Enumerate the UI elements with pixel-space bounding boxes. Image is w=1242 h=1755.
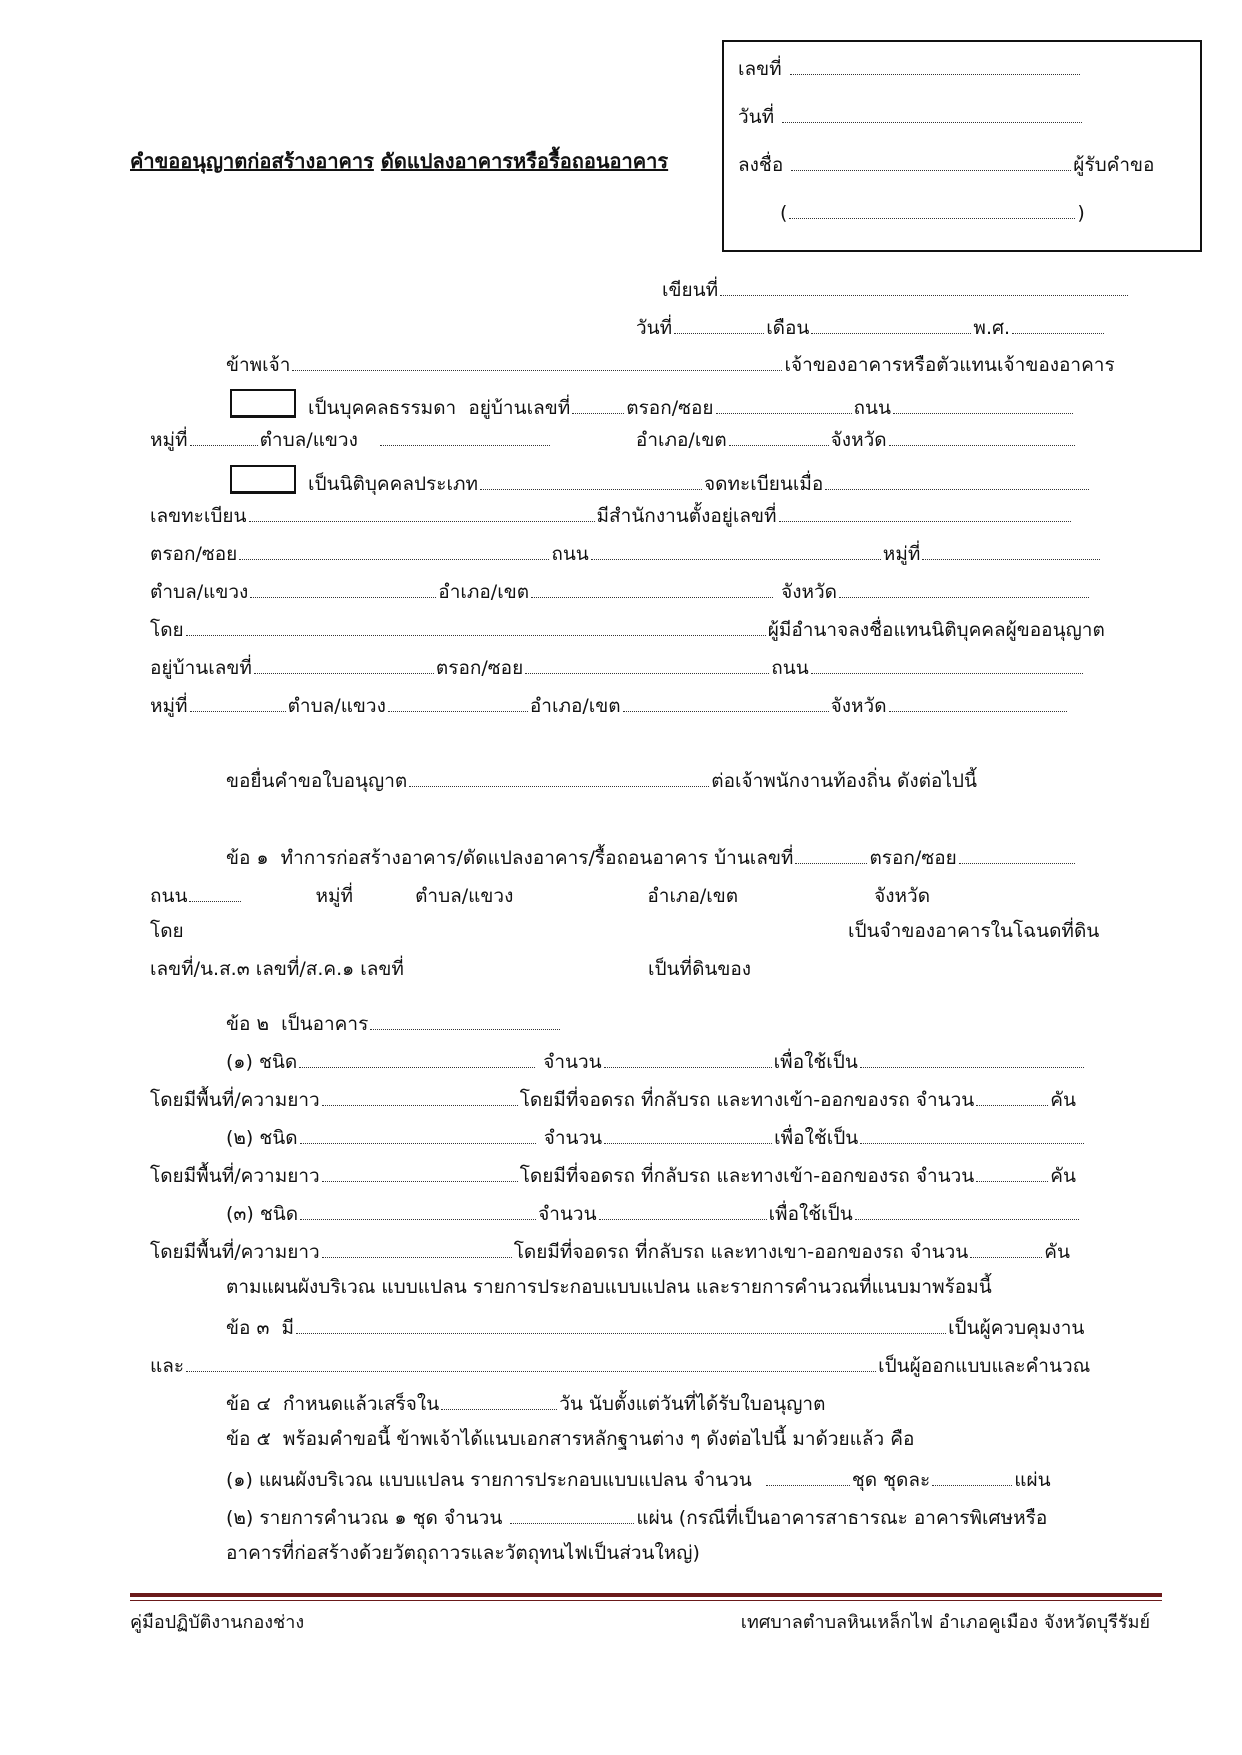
footer-left: คู่มือปฏิบัติงานกองช่าง <box>130 1612 305 1633</box>
item3-use-field[interactable] <box>855 1201 1079 1220</box>
clause2-item2-row <box>226 1125 1086 1150</box>
item3-no: (๓) <box>226 1203 254 1225</box>
auth-road-field[interactable] <box>811 655 1083 674</box>
clause1-moo-label: หมู่ที่ <box>315 885 354 907</box>
soi-label: ตรอก/ซอย <box>626 397 714 419</box>
clause5-item2-no: (๒) <box>226 1507 254 1529</box>
request-row <box>226 768 977 793</box>
juristic-label: เป็นนิติบุคคลประเภท <box>308 473 479 495</box>
building-type-field[interactable] <box>370 1011 560 1030</box>
clause1-province-label: จังหวัด <box>874 885 931 907</box>
clause4-text: กำหนดแล้วเสร็จใน <box>282 1393 440 1415</box>
item1-area-field[interactable] <box>322 1087 518 1106</box>
soi-field[interactable] <box>716 395 852 414</box>
auth-soi-field[interactable] <box>525 655 769 674</box>
clause2-label: ข้อ ๒ <box>226 1013 269 1035</box>
clause2-item3-area-row <box>150 1239 1070 1264</box>
moo-field[interactable] <box>190 427 258 446</box>
clause1-row-3 <box>150 921 184 943</box>
clause1-label: ข้อ ๑ <box>226 847 269 869</box>
clause5-row <box>226 1429 914 1451</box>
submit-label: ขอยื่นคำขอใบอนุญาต <box>226 770 408 792</box>
clause1-soi-field[interactable] <box>959 845 1075 864</box>
house-no-field[interactable] <box>572 395 624 414</box>
clause1-row-2 <box>150 883 930 908</box>
plan-sets-field[interactable] <box>766 1467 850 1486</box>
owner-label: เจ้าของอาคารหรือตัวแทนเจ้าของอาคาร <box>784 354 1115 376</box>
office-soi-label: ตรอก/ซอย <box>150 543 238 565</box>
title-part2: ดัดแปลงอาคารหรือรื้อถอนอาคาร <box>380 149 669 173</box>
clause1-land-of <box>648 959 751 981</box>
to-officer-label: ต่อเจ้าพนักงานท้องถิ่น ดังต่อไปนี้ <box>711 770 977 792</box>
stamp-sign-label: ลงชื่อ <box>738 154 784 176</box>
authorized-addr-row-2 <box>150 693 1069 718</box>
clause4-row <box>226 1391 825 1416</box>
clause1-house-no-field[interactable] <box>795 845 867 864</box>
clause1-tambon-label: ตำบล/แขวง <box>415 885 514 907</box>
authorized-name-field[interactable] <box>186 617 766 636</box>
stamp-receiver-label: ผู้รับคำขอ <box>1073 154 1155 176</box>
auth-soi-label: ตรอก/ซอย <box>435 657 524 679</box>
item3-unit: คัน <box>1044 1241 1070 1263</box>
item3-parking-field[interactable] <box>970 1239 1042 1258</box>
applicant-row <box>226 352 1115 377</box>
juristic-checkbox[interactable] <box>230 465 296 494</box>
applicant-name-field[interactable] <box>292 352 782 371</box>
clause5-item1-row <box>226 1467 1051 1492</box>
written-at-row <box>662 277 1130 302</box>
amphoe-label: อำเภอ/เขต <box>635 429 727 451</box>
item1-parking-field[interactable] <box>976 1087 1048 1106</box>
designer-field[interactable] <box>186 1353 876 1372</box>
item2-parking-label: โดยมีที่จอดรถ ที่กลับรถ และทางเข้า-ออกของรถ จำนวน <box>519 1165 975 1187</box>
item3-area-field[interactable] <box>322 1239 512 1258</box>
office-province-field[interactable] <box>839 579 1089 598</box>
item1-no: (๑) <box>226 1051 253 1073</box>
address-row-1 <box>150 427 1077 452</box>
clause1-road-field[interactable] <box>189 883 241 902</box>
plan-sheets-field[interactable] <box>932 1467 1012 1486</box>
date-month-field[interactable] <box>811 315 971 334</box>
item2-count-label: จำนวน <box>543 1127 603 1149</box>
natural-person-label: เป็นบุคคลธรรมดา <box>308 397 457 419</box>
stamp-sign-field[interactable] <box>791 152 1071 171</box>
clause2-item2-area-row <box>150 1163 1076 1188</box>
land-of-label: เป็นที่ดินของ <box>648 958 752 980</box>
province-label: จังหวัด <box>830 429 887 451</box>
natural-person-row <box>230 389 1075 420</box>
authorized-row <box>150 617 1105 642</box>
item2-use-field[interactable] <box>860 1125 1084 1144</box>
item3-count-label: จำนวน <box>538 1203 597 1225</box>
stamp-name-row <box>780 200 1085 225</box>
juristic-row <box>230 465 1091 496</box>
stamp-date-row <box>738 104 1084 129</box>
item2-use-label: เพื่อใช้เป็น <box>774 1127 859 1149</box>
province-field[interactable] <box>889 427 1075 446</box>
title-part1: คำขออนุญาตก่อสร้างอาคาร <box>130 149 374 173</box>
footer-rule-thick <box>130 1593 1162 1597</box>
date-year-field[interactable] <box>1012 315 1104 334</box>
office-soi-field[interactable] <box>239 541 549 560</box>
license-type-field[interactable] <box>409 768 709 787</box>
year-label: พ.ศ. <box>973 317 1011 339</box>
clause1-row-4 <box>150 959 404 981</box>
office-amphoe-label: อำเภอ/เขต <box>438 581 530 603</box>
office-row-2 <box>150 579 1091 604</box>
clause1-road-label: ถนน <box>150 885 188 907</box>
tambon-field[interactable] <box>380 427 550 446</box>
item2-no: (๒) <box>226 1127 254 1149</box>
item1-type-label: ชนิด <box>258 1051 298 1073</box>
stamp-name-field[interactable] <box>789 200 1075 219</box>
auth-moo-field[interactable] <box>190 693 286 712</box>
deed-nos-label: เลขที่/น.ส.๓ เลขที่/ส.ค.๑ เลขที่ <box>150 958 404 980</box>
clause5-item1-set: ชุด ชุดละ <box>851 1469 931 1491</box>
item3-type-field[interactable] <box>300 1201 536 1220</box>
item2-type-label: ชนิด <box>259 1127 298 1149</box>
clause1-amphoe-label: อำเภอ/เขต <box>647 885 739 907</box>
reg-no-label: เลขทะเบียน <box>150 505 247 527</box>
footer-rule-thin <box>130 1600 1162 1601</box>
office-road-field[interactable] <box>591 541 881 560</box>
stamp-number-row <box>738 56 1082 81</box>
stamp-number-field[interactable] <box>790 56 1080 75</box>
clause5-item2-text: รายการคำนวณ ๑ ชุด จำนวน <box>259 1507 503 1529</box>
item2-count-field[interactable] <box>604 1125 772 1144</box>
moo-label: หมู่ที่ <box>150 429 188 451</box>
item1-use-label: เพื่อใช้เป็น <box>773 1051 858 1073</box>
paren-open: ( <box>780 202 788 224</box>
clause2-item1-area-row <box>150 1087 1076 1112</box>
form-title <box>130 150 668 173</box>
auth-province-field[interactable] <box>889 693 1067 712</box>
office-no-field[interactable] <box>779 503 1071 522</box>
natural-person-checkbox[interactable] <box>230 389 296 418</box>
clause1-row-1 <box>226 845 1077 870</box>
month-label: เดือน <box>766 317 810 339</box>
auth-amphoe-field[interactable] <box>623 693 829 712</box>
registered-on-field[interactable] <box>825 471 1089 490</box>
plans-text: ตามแผนผังบริเวณ แบบแปลน รายการประกอบแบบแปลน และรายการคำนวณที่แนบมาพร้อมนี้ <box>226 1276 992 1298</box>
auth-road-label: ถนน <box>771 657 809 679</box>
item3-use-label: เพื่อใช้เป็น <box>768 1203 853 1225</box>
clause3-label: ข้อ ๓ <box>226 1317 270 1339</box>
stamp-number-label: เลขที่ <box>738 58 782 80</box>
clause5-item2-cont-text: อาคารที่ก่อสร้างด้วยวัตถุถาวรและวัตถุทนไฟเป็นส่วนใหญ่) <box>226 1542 700 1564</box>
reg-row <box>150 503 1073 528</box>
office-row-1 <box>150 541 1102 566</box>
clause5-item1-text: แผนผังบริเวณ แบบแปลน รายการประกอบแบบแปลน จำนวน <box>258 1469 752 1491</box>
clause1-owner-deed <box>848 921 1099 943</box>
auth-house-no-label: อยู่บ้านเลขที่ <box>150 657 252 679</box>
paren-close: ) <box>1077 202 1085 224</box>
clause4-days: วัน นับตั้งแต่วันที่ได้รับใบอนุญาต <box>559 1393 826 1415</box>
authorized-addr-row-1 <box>150 655 1085 680</box>
clause5-item1-sheet: แผ่น <box>1014 1469 1051 1491</box>
clause5-item2-sheet: แผ่น (กรณีที่เป็นอาคารสาธารณะ อาคารพิเศษหรือ <box>636 1507 1048 1529</box>
is-building-label: เป็นอาคาร <box>281 1013 369 1035</box>
clause3-has: มี <box>281 1317 295 1339</box>
clause2-item3-row <box>226 1201 1081 1226</box>
amphoe-field[interactable] <box>729 427 829 446</box>
owner-deed-label: เป็นจำของอาคารในโฉนดที่ดิน <box>848 920 1100 942</box>
reg-no-field[interactable] <box>249 503 595 522</box>
item2-unit: คัน <box>1050 1165 1076 1187</box>
office-tambon-label: ตำบล/แขวง <box>150 581 249 603</box>
office-moo-label: หมู่ที่ <box>882 543 921 565</box>
office-province-label: จังหวัด <box>781 581 838 603</box>
clause1-by-label: โดย <box>150 920 184 942</box>
clause5-text: พร้อมคำขอนี้ ข้าพเจ้าได้แนบเอกสารหลักฐานต่าง ๆ ดังต่อไปนี้ มาด้วยแล้ว คือ <box>282 1428 915 1450</box>
item2-area-field[interactable] <box>322 1163 518 1182</box>
clause1-soi-label: ตรอก/ซอย <box>869 847 957 869</box>
clause3-row-2 <box>150 1353 1090 1378</box>
clause5-label: ข้อ ๕ <box>226 1428 271 1450</box>
item1-parking-label: โดยมีที่จอดรถ ที่กลับรถ และทางเข้า-ออกของรถ จำนวน <box>519 1089 975 1111</box>
item3-parking-label: โดยมีที่จอดรถ ที่กลับรถ และทางเขา-ออกของรถ จำนวน <box>513 1241 969 1263</box>
road-field[interactable] <box>893 395 1073 414</box>
calc-sheets-field[interactable] <box>510 1505 634 1524</box>
auth-moo-label: หมู่ที่ <box>150 695 188 717</box>
written-at-label: เขียนที่ <box>662 279 719 301</box>
item1-use-field[interactable] <box>860 1049 1084 1068</box>
stamp-sign-row <box>738 152 1154 177</box>
office-moo-field[interactable] <box>922 541 1100 560</box>
house-no-label: อยู่บ้านเลขที่ <box>468 397 571 419</box>
auth-province-label: จังหวัด <box>830 695 887 717</box>
item3-area-label: โดยมีพื้นที่/ความยาว <box>150 1241 320 1263</box>
item1-count-field[interactable] <box>604 1049 772 1068</box>
item1-count-label: จำนวน <box>543 1051 602 1073</box>
supervisor-field[interactable] <box>296 1315 946 1334</box>
designer-label: เป็นผู้ออกแบบและคำนวณ <box>878 1355 1091 1377</box>
office-amphoe-field[interactable] <box>531 579 773 598</box>
date-row <box>636 315 1106 340</box>
applicant-label: ข้าพเจ้า <box>226 354 291 376</box>
by-label: โดย <box>150 619 184 641</box>
footer-right: เทศบาลตำบลหินเหล็กไฟ อำเภอคูเมือง จังหวัดบุรีรัมย์ <box>740 1612 1150 1633</box>
item3-type-label: ชนิด <box>259 1203 299 1225</box>
road-label: ถนน <box>853 397 892 419</box>
clause5-item2-cont <box>226 1543 700 1565</box>
written-at-field[interactable] <box>720 277 1128 296</box>
official-stamp-box <box>722 40 1202 252</box>
completion-days-field[interactable] <box>441 1391 557 1410</box>
registered-on-label: จดทะเบียนเมื่อ <box>704 473 824 495</box>
tambon-label: ตำบล/แขวง <box>259 429 358 451</box>
item3-count-field[interactable] <box>599 1201 767 1220</box>
item1-type-field[interactable] <box>299 1049 535 1068</box>
stamp-date-field[interactable] <box>782 104 1082 123</box>
juristic-type-field[interactable] <box>480 471 702 490</box>
auth-amphoe-label: อำเภอ/เขต <box>529 695 621 717</box>
date-day-field[interactable] <box>674 315 764 334</box>
office-road-label: ถนน <box>551 543 589 565</box>
authorized-label: ผู้มีอำนาจลงชื่อแทนนิติบุคคลผู้ขออนุญาต <box>767 619 1105 641</box>
office-at-label: มีสำนักงานตั้งอยู่เลขที่ <box>596 505 777 527</box>
auth-tambon-field[interactable] <box>388 693 528 712</box>
stamp-date-label: วันที่ <box>738 106 775 128</box>
clause2-item1-row <box>226 1049 1086 1074</box>
plans-row <box>226 1277 992 1299</box>
auth-tambon-label: ตำบล/แขวง <box>287 695 386 717</box>
item2-area-label: โดยมีพื้นที่/ความยาว <box>150 1165 320 1187</box>
clause1-text: ทำการก่อสร้างอาคาร/ดัดแปลงอาคาร/รื้อถอนอาคาร บ้านเลขที่ <box>280 847 794 869</box>
office-tambon-field[interactable] <box>250 579 436 598</box>
item2-type-field[interactable] <box>300 1125 536 1144</box>
item1-unit: คัน <box>1050 1089 1076 1111</box>
clause4-label: ข้อ ๔ <box>226 1393 271 1415</box>
clause3-and: และ <box>150 1355 185 1377</box>
item2-parking-field[interactable] <box>976 1163 1048 1182</box>
date-label: วันที่ <box>636 317 673 339</box>
clause3-row-1 <box>226 1315 1084 1340</box>
clause2-row <box>226 1011 562 1036</box>
supervisor-label: เป็นผู้ควบคุมงาน <box>948 1317 1085 1339</box>
item1-area-label: โดยมีพื้นที่/ความยาว <box>150 1089 320 1111</box>
clause5-item2-row <box>226 1505 1047 1530</box>
clause5-item1-no: (๑) <box>226 1469 253 1491</box>
auth-house-no-field[interactable] <box>254 655 434 674</box>
